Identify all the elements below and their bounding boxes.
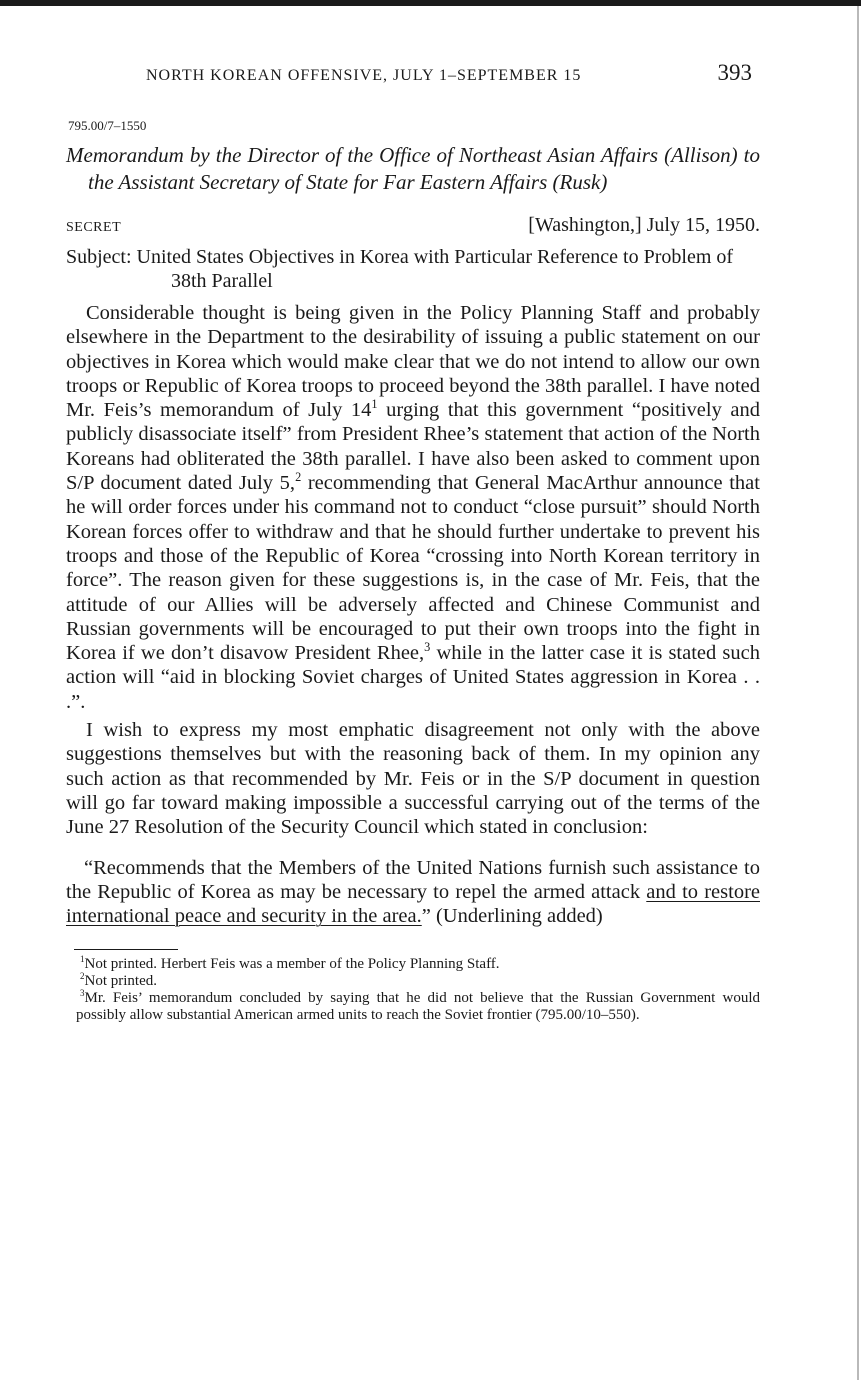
file-number: 795.00/7–1550 bbox=[68, 118, 147, 133]
classification-label: SECRET bbox=[66, 220, 122, 235]
body-paragraph-2: I wish to express my most emphatic disagreement not only with the above suggestions themselves but with the reasoning back of them. In my opinion any such action as that recommended by Mr. Feis or in the S/P document in question will go far toward making impossible a successful carrying out of the terms of the June 27 Resolution of the Security Council which stated in conclusion: bbox=[66, 719, 760, 839]
quote-underlined-text: and to restore international peace and security in the area. bbox=[66, 880, 760, 928]
footnote-marker: 1 bbox=[80, 953, 85, 964]
p1-text-part3: recommending that General MacArthur announce that he will order forces under his command not to conduct “close pursuit” should North Korean forces offer to withdraw and that he should further undertake to prevent his troops and those of the Republic of Korea “crossing into North Korean territory in force”. The reason given for these suggestions is, in the case of Mr. Feis, that the attitude of our Allies will be adversely affected and Chinese Communist and Russian governments will be encouraged to put their own troops into the fight in Korea if we don’t disavow President Rhee, bbox=[66, 472, 760, 665]
document-title: Memorandum by the Director of the Office of Northeast Asian Affairs (Allison) to the Assistant Secretary of State for Far Eastern Affairs (Rusk) bbox=[66, 143, 760, 194]
footnote-1 bbox=[66, 953, 760, 973]
footnote-ref-3: 3 bbox=[424, 640, 431, 655]
footnote-divider bbox=[74, 949, 178, 950]
page-top-edge bbox=[0, 0, 861, 6]
p1-text-part4: while in the latter case it is stated such action will “aid in blocking Soviet charges of United States aggression in Korea . . .”. bbox=[66, 642, 760, 713]
page-number: 393 bbox=[717, 60, 752, 85]
page-header bbox=[66, 60, 760, 100]
footnote-3 bbox=[66, 987, 760, 1024]
dateline: [Washington,] July 15, 1950. bbox=[528, 214, 760, 236]
footnotes bbox=[66, 953, 760, 1024]
resolution-quote bbox=[66, 856, 760, 929]
quote-text-part2: ” (Underlining added) bbox=[421, 905, 603, 928]
footnote-ref-1: 1 bbox=[371, 397, 378, 412]
p1-text-part2: urging that this government “positively and publicly disassociate itself” from President Rhee’s statement that action of the North Koreans had obliterated the 38th parallel. I have also been asked to comment upon S/P document dated July 5, bbox=[66, 399, 760, 495]
document-page bbox=[66, 60, 760, 1024]
footnote-2 bbox=[66, 970, 760, 990]
footnote-text: Mr. Feis’ memorandum concluded by saying that he did not believe that the Russian Government would possibly allow substantial American armed units to reach the Soviet frontier (795.00/10–550). bbox=[76, 989, 760, 1023]
page-right-edge bbox=[857, 6, 859, 1380]
p1-text-part1: Considerable thought is being given in the Policy Planning Staff and probably elsewhere in the Department to the desirability of issuing a public statement on our objectives in Korea which would make clear that we do not intend to allow our own troops or Republic of Korea troops to proceed beyond the 38th parallel. I have noted Mr. Feis’s memorandum of July 14 bbox=[66, 302, 760, 422]
footnote-text: Not printed. bbox=[84, 972, 157, 989]
footnote-text: Not printed. Herbert Feis was a member of the Policy Planning Staff. bbox=[84, 955, 500, 972]
running-head: NORTH KOREAN OFFENSIVE, JULY 1–SEPTEMBER 15 bbox=[146, 67, 582, 84]
footnote-marker: 3 bbox=[80, 987, 85, 998]
meta-row bbox=[66, 214, 760, 237]
quote-text-part1: “Recommends that the Members of the United Nations furnish such assistance to the Republic of Korea as may be necessary to repel the armed attack bbox=[66, 856, 760, 903]
footnote-ref-2: 2 bbox=[295, 470, 302, 485]
footnote-marker: 2 bbox=[80, 970, 85, 981]
subject-line: Subject: United States Objectives in Korea with Particular Reference to Problem of 38th Parallel bbox=[66, 246, 734, 292]
body-paragraph-1 bbox=[66, 301, 760, 714]
